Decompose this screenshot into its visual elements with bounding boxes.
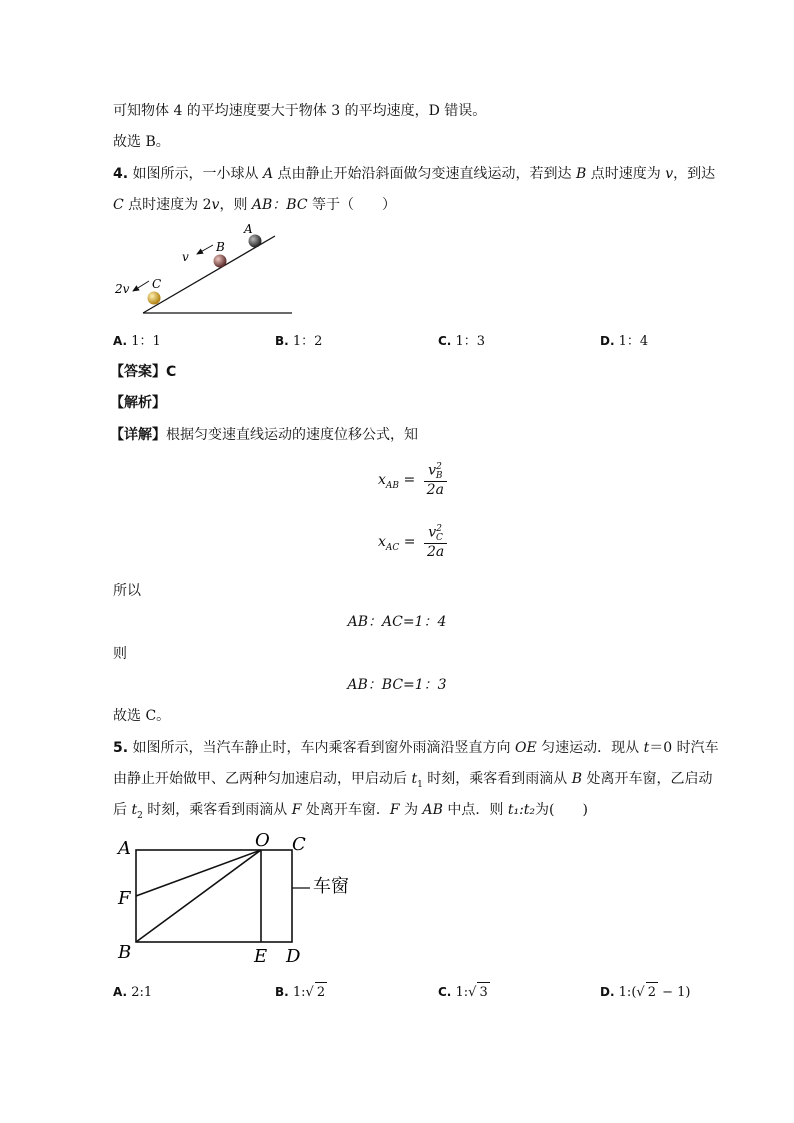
sqrt-radicand: 3 <box>477 982 489 1003</box>
q4-equation-3: AB：AC=1：4 <box>347 614 447 630</box>
q4-ball-a <box>249 235 262 248</box>
option-label: D. <box>600 334 615 348</box>
q5-option-b[interactable] <box>275 982 327 1003</box>
option-label: B. <box>275 334 289 348</box>
eq-lhs-sub: AC <box>385 543 400 554</box>
q4-label-c: C <box>152 277 162 291</box>
q4-arrow-2v <box>133 281 149 291</box>
q5-stem-line-1 <box>113 738 719 758</box>
eq-fraction <box>424 524 447 560</box>
q5-option-d[interactable] <box>600 982 690 1003</box>
option-text: 1：3 <box>451 334 486 349</box>
q5-label-a: A <box>118 838 131 859</box>
q5-oe: OE <box>514 740 537 756</box>
q5-point-b: B <box>571 771 583 787</box>
option-text: 1: <box>288 985 306 1000</box>
q5-label-c: C <box>292 834 306 855</box>
q4-equation-1: $x_{AB}$ = $\frac{v^2_B}{2a}$ <box>378 462 447 498</box>
q5-t1-sub: 1 <box>417 779 423 790</box>
q5-text: 中点．则 <box>442 802 508 818</box>
option-label: C. <box>438 334 452 348</box>
q5-text: 时刻，乘客看到雨滴从 <box>422 771 572 787</box>
q4-label-b: B <box>216 240 225 254</box>
q4-so: 所以 <box>113 583 141 599</box>
eq-den: 2a <box>426 544 445 561</box>
q5-point-f: F <box>389 802 400 818</box>
eq-lhs: x <box>378 472 386 489</box>
q4-number: 4. <box>113 166 129 182</box>
q5-line-of <box>136 850 261 896</box>
q4-ball-b <box>214 255 227 268</box>
eq-fraction <box>424 462 447 498</box>
option-tail: − 1) <box>657 985 691 1000</box>
q4-option-c[interactable] <box>438 331 485 352</box>
sqrt-sign: √ <box>636 985 645 1000</box>
q5-text: 处离开车窗，乙启动 <box>582 771 713 787</box>
eq-num: v <box>428 462 437 479</box>
eq-num-sup: 2 <box>436 524 442 534</box>
sqrt-radicand: 2 <box>646 982 658 1003</box>
eq-num-sub: B <box>435 471 443 482</box>
option-text: 1：1 <box>127 334 161 349</box>
q4-text: ，到达 <box>673 166 716 182</box>
q5-text: 如图所示，当汽车静止时，车内乘客看到窗外雨滴沿竖直方向 <box>128 740 515 756</box>
q4-text: 点时速度为 <box>586 166 666 182</box>
q4-then: 则 <box>113 646 127 662</box>
q4-velocity-v: v <box>211 197 220 213</box>
detail-text: 根据匀变速直线运动的速度位移公式，知 <box>166 427 418 443</box>
q4-analysis-tag: 【解析】 <box>110 395 166 411</box>
q4-detail-line <box>110 425 418 445</box>
q5-point-f: F <box>291 802 302 818</box>
detail-tag: 【详解】 <box>110 427 166 443</box>
q5-t2-sub: 2 <box>137 810 143 821</box>
q5-ab: AB <box>422 802 443 818</box>
q4-option-a[interactable] <box>113 331 161 352</box>
q4-answer <box>110 362 176 382</box>
q5-stem-line-2 <box>113 769 712 795</box>
q4-label-a: A <box>244 224 253 236</box>
q4-velocity-v: v <box>665 166 674 182</box>
sqrt-sign: √ <box>468 985 477 1000</box>
eq-den: 2a <box>426 482 444 499</box>
q4-ratio: AB：BC <box>251 197 308 213</box>
q5-label-o: O <box>255 830 270 851</box>
q5-label-e: E <box>254 946 268 967</box>
q5-label-d: D <box>286 946 301 967</box>
q5-number: 5. <box>113 740 129 756</box>
q5-ratio: t₁:t₂ <box>507 802 536 818</box>
q4-point-c: C <box>113 197 124 213</box>
q5-text: 后 <box>113 802 132 818</box>
q4-text: ，则 <box>219 197 252 213</box>
q4-label-2v: 2v <box>115 282 130 296</box>
q5-text: 为 <box>399 802 423 818</box>
q5-text: 处离开车窗． <box>301 802 390 818</box>
q4-text: 如图所示，一小球从 <box>128 166 263 182</box>
q4-text: 点时速度为 2 <box>123 197 212 213</box>
q4-option-b[interactable] <box>275 331 322 352</box>
q5-label-f: F <box>118 888 131 909</box>
q4-option-d[interactable] <box>600 331 648 352</box>
q5-text: 为( ) <box>535 802 588 818</box>
q5-window-rect <box>136 850 292 942</box>
option-text: 2:1 <box>127 985 153 1000</box>
q4-conclusion: 故选 C。 <box>113 708 171 724</box>
eq-lhs-sub: AB <box>385 481 400 492</box>
q4-text: 等于（ ） <box>307 197 397 213</box>
option-text: 1: <box>451 985 469 1000</box>
q5-stem-line-3 <box>113 800 588 826</box>
q5-text: ＝0 时汽车 <box>649 740 719 756</box>
q5-text: 匀速运动．现从 <box>536 740 644 756</box>
q4-text: 点由静止开始沿斜面做匀变速直线运动，若到达 <box>273 166 576 182</box>
sqrt-sign: √ <box>305 985 314 1000</box>
q5-t2: t <box>131 802 138 818</box>
q4-label-v: v <box>182 250 189 264</box>
q4-equation-2: $x_{AC}$ = $\frac{v^2_C}{2a}$ <box>378 524 447 560</box>
q4-arrow-v <box>197 245 213 254</box>
option-label: C. <box>438 985 452 999</box>
sqrt-radicand: 2 <box>315 982 327 1003</box>
eq-num-sub: C <box>435 533 443 544</box>
prev-choice-line: 故选 B。 <box>113 134 170 150</box>
option-text: 1：4 <box>614 334 649 349</box>
q5-option-c[interactable] <box>438 982 490 1003</box>
answer-tag: 【答案】 <box>110 364 166 380</box>
q4-equation-4: AB：BC=1：3 <box>347 677 447 693</box>
option-label: D. <box>600 985 615 999</box>
prev-conclusion-line: 可知物体 4 的平均速度要大于物体 3 的平均速度，D 错误。 <box>113 103 487 119</box>
q4-point-a: A <box>262 166 274 182</box>
q5-window-figure <box>110 826 370 971</box>
option-label: A. <box>113 334 128 348</box>
q4-stem-line-2 <box>113 195 396 215</box>
q5-text: 时刻，乘客看到雨滴从 <box>142 802 292 818</box>
q5-label-window: 车窗 <box>313 876 349 897</box>
q5-label-b: B <box>118 942 132 963</box>
option-text: 1:( <box>614 985 637 1000</box>
option-label: B. <box>275 985 289 999</box>
option-text: 1：2 <box>288 334 323 349</box>
eq-lhs: x <box>378 534 386 551</box>
q4-stem-line-1 <box>113 164 715 184</box>
q4-incline-figure <box>110 224 310 319</box>
q4-ball-c <box>148 292 161 305</box>
q5-t1: t <box>411 771 418 787</box>
option-label: A. <box>113 985 128 999</box>
answer-value: C <box>166 364 177 380</box>
eq-num: v <box>428 524 437 541</box>
q5-option-a[interactable] <box>113 982 152 1003</box>
q4-point-b: B <box>576 166 587 182</box>
q5-line-ob <box>136 850 261 942</box>
q5-text: 由静止开始做甲、乙两种匀加速启动，甲启动后 <box>113 771 412 787</box>
q5-t: t <box>643 740 650 756</box>
eq-num-sup: 2 <box>436 462 442 472</box>
